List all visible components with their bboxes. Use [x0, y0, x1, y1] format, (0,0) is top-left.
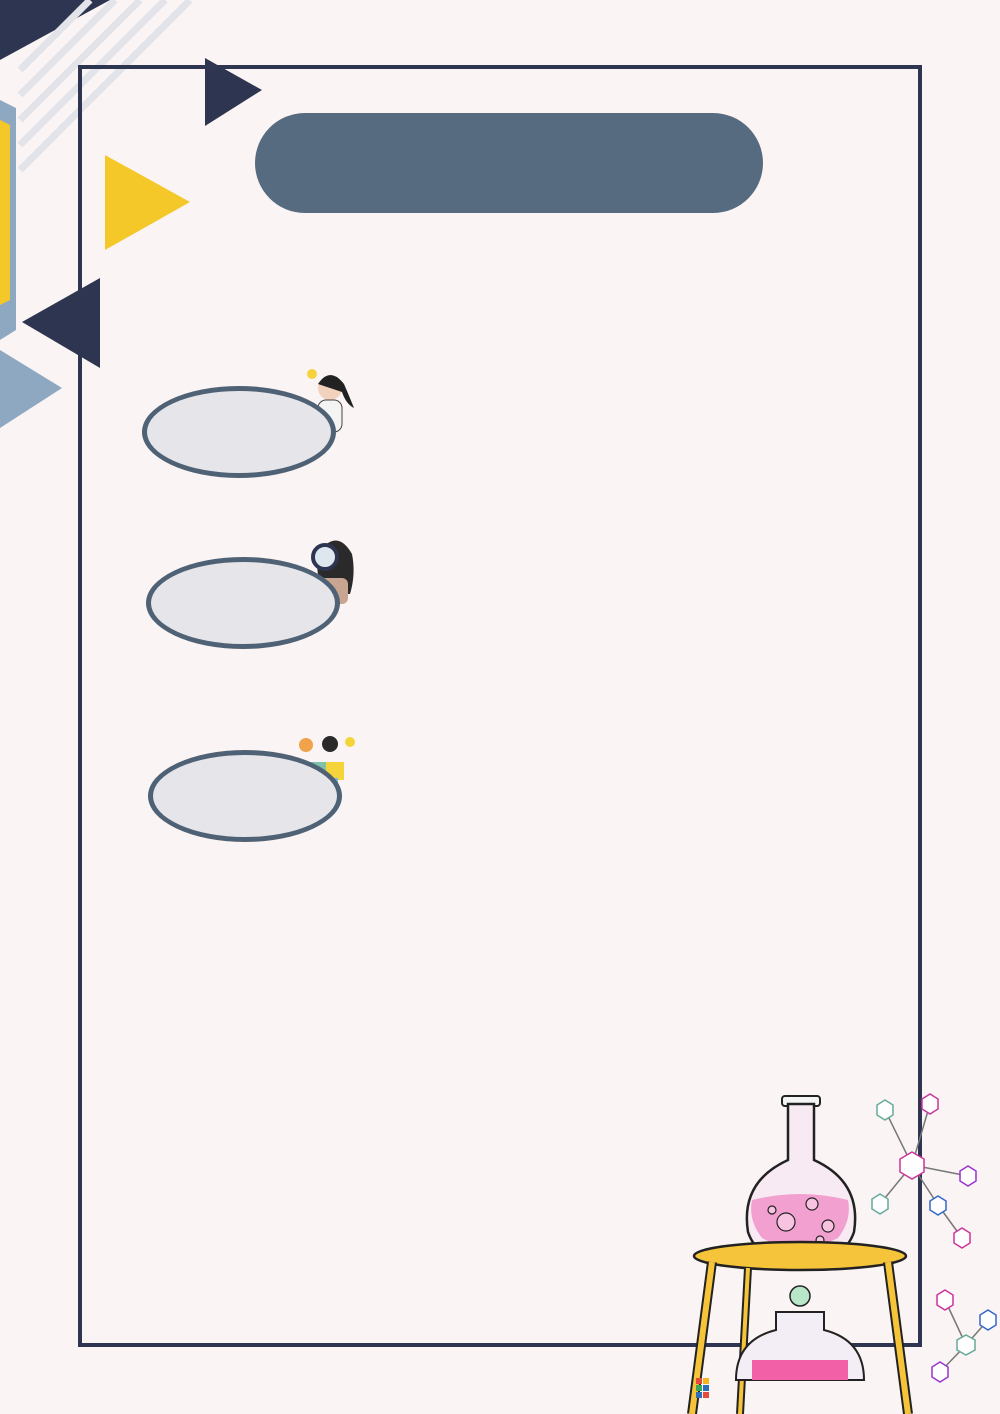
molecule-icon: [872, 1094, 996, 1382]
step-oval-review: [148, 750, 342, 842]
corner-triangles: [0, 0, 262, 428]
liveworksheets-logo-icon: [696, 1378, 709, 1398]
chemistry-flask-icon: [692, 1096, 908, 1414]
step-oval-question: [142, 386, 336, 478]
title-banner: [255, 113, 763, 213]
step-oval-investigation: [146, 557, 340, 649]
